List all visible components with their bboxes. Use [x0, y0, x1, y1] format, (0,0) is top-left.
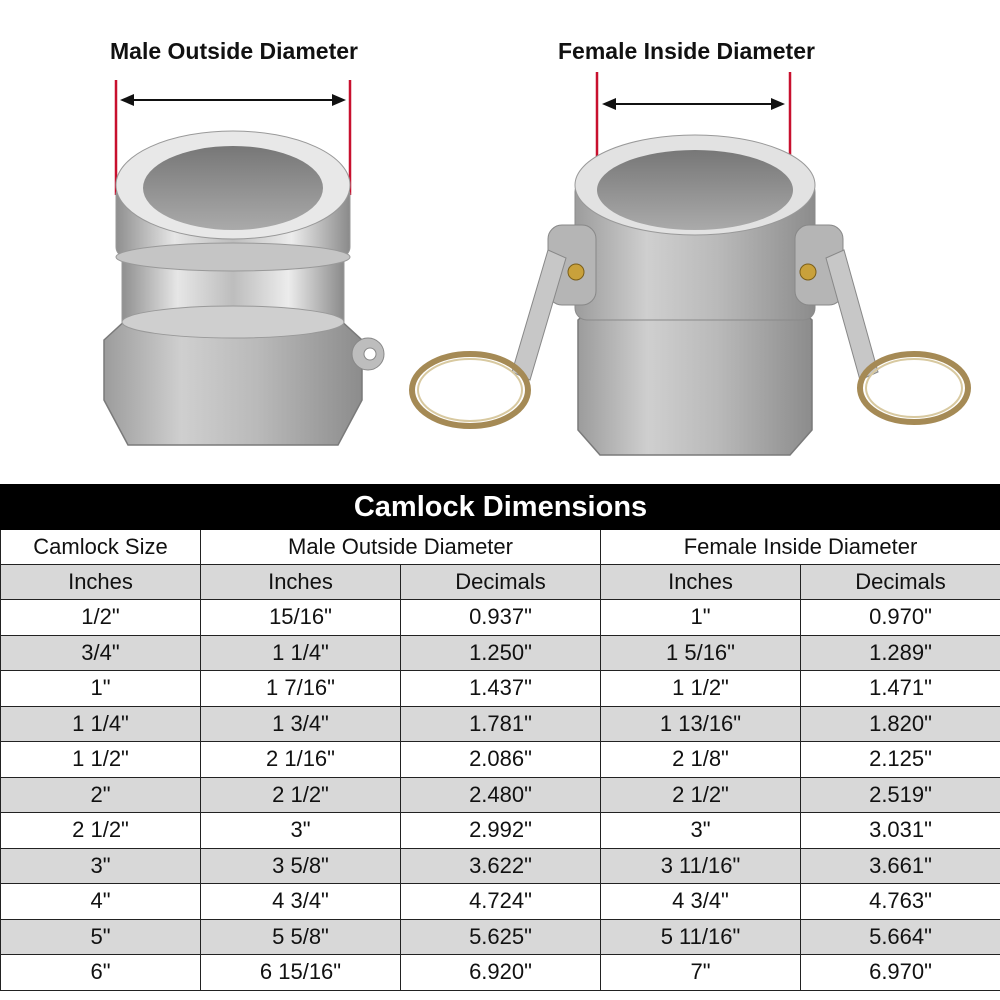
cell-male-decimals: 5.625" — [401, 919, 601, 955]
fittings-illustration — [0, 0, 1000, 484]
cell-female-decimals: 4.763" — [801, 884, 1000, 920]
product-photo-area — [0, 0, 1000, 484]
cell-male-decimals: 2.992" — [401, 813, 601, 849]
table-body — [1, 600, 1000, 991]
cell-male-decimals: 1.437" — [401, 671, 601, 707]
cell-male-inches: 6 15/16" — [201, 955, 401, 991]
header-female-inside-diameter: Female Inside Diameter — [601, 530, 1000, 565]
cell-camlock-size: 1 1/4" — [1, 706, 201, 742]
cell-male-inches: 1 3/4" — [201, 706, 401, 742]
header-male-outside-diameter: Male Outside Diameter — [201, 530, 601, 565]
cell-male-inches: 4 3/4" — [201, 884, 401, 920]
cell-male-decimals: 0.937" — [401, 600, 601, 636]
cell-female-decimals: 1.289" — [801, 635, 1000, 671]
cell-female-decimals: 3.031" — [801, 813, 1000, 849]
subheader-female-decimals: Decimals — [801, 565, 1000, 600]
table-title: Camlock Dimensions — [1, 485, 1000, 530]
cell-female-decimals: 5.664" — [801, 919, 1000, 955]
cell-camlock-size: 3" — [1, 848, 201, 884]
cell-male-decimals: 2.086" — [401, 742, 601, 778]
cell-female-inches: 4 3/4" — [601, 884, 801, 920]
cell-camlock-size: 2" — [1, 777, 201, 813]
cell-male-decimals: 6.920" — [401, 955, 601, 991]
table-row — [1, 600, 1000, 636]
cell-female-decimals: 2.519" — [801, 777, 1000, 813]
cell-female-inches: 7" — [601, 955, 801, 991]
table-row — [1, 777, 1000, 813]
table-row — [1, 706, 1000, 742]
cell-male-decimals: 1.781" — [401, 706, 601, 742]
table-row — [1, 955, 1000, 991]
cell-male-decimals: 2.480" — [401, 777, 601, 813]
cell-female-inches: 2 1/8" — [601, 742, 801, 778]
cell-camlock-size: 6" — [1, 955, 201, 991]
cell-male-decimals: 3.622" — [401, 848, 601, 884]
cell-camlock-size: 1/2" — [1, 600, 201, 636]
cell-camlock-size: 1" — [1, 671, 201, 707]
table-row — [1, 742, 1000, 778]
cell-camlock-size: 1 1/2" — [1, 742, 201, 778]
cell-female-decimals: 0.970" — [801, 600, 1000, 636]
cell-female-inches: 3 11/16" — [601, 848, 801, 884]
header-camlock-size: Camlock Size — [1, 530, 201, 565]
camlock-dimensions-table — [0, 484, 1000, 991]
cell-female-inches: 3" — [601, 813, 801, 849]
subheader-male-decimals: Decimals — [401, 565, 601, 600]
cell-female-inches: 1 1/2" — [601, 671, 801, 707]
table-row — [1, 919, 1000, 955]
cell-camlock-size: 3/4" — [1, 635, 201, 671]
cell-male-inches: 3 5/8" — [201, 848, 401, 884]
cell-camlock-size: 4" — [1, 884, 201, 920]
cell-male-inches: 2 1/16" — [201, 742, 401, 778]
female-inside-diameter-label: Female Inside Diameter — [558, 38, 815, 64]
cell-male-decimals: 4.724" — [401, 884, 601, 920]
cell-male-inches: 1 1/4" — [201, 635, 401, 671]
cell-female-inches: 2 1/2" — [601, 777, 801, 813]
subheader-female-inches: Inches — [601, 565, 801, 600]
cell-male-inches: 15/16" — [201, 600, 401, 636]
cell-male-inches: 3" — [201, 813, 401, 849]
male-outside-diameter-label: Male Outside Diameter — [110, 38, 358, 64]
cell-camlock-size: 2 1/2" — [1, 813, 201, 849]
table-row — [1, 848, 1000, 884]
subheader-size-inches: Inches — [1, 565, 201, 600]
cell-female-inches: 1" — [601, 600, 801, 636]
cell-male-inches: 2 1/2" — [201, 777, 401, 813]
subheader-male-inches: Inches — [201, 565, 401, 600]
cell-female-decimals: 1.820" — [801, 706, 1000, 742]
cell-female-decimals: 2.125" — [801, 742, 1000, 778]
table-row — [1, 813, 1000, 849]
cell-male-inches: 5 5/8" — [201, 919, 401, 955]
cell-camlock-size: 5" — [1, 919, 201, 955]
table-row — [1, 884, 1000, 920]
table-row — [1, 671, 1000, 707]
cell-female-inches: 1 5/16" — [601, 635, 801, 671]
female-coupler-fitting — [412, 135, 968, 455]
male-adapter-fitting — [104, 131, 384, 445]
cell-female-decimals: 3.661" — [801, 848, 1000, 884]
cell-male-inches: 1 7/16" — [201, 671, 401, 707]
cell-female-inches: 5 11/16" — [601, 919, 801, 955]
cell-male-decimals: 1.250" — [401, 635, 601, 671]
table-row — [1, 635, 1000, 671]
cell-female-decimals: 1.471" — [801, 671, 1000, 707]
cell-female-decimals: 6.970" — [801, 955, 1000, 991]
cell-female-inches: 1 13/16" — [601, 706, 801, 742]
